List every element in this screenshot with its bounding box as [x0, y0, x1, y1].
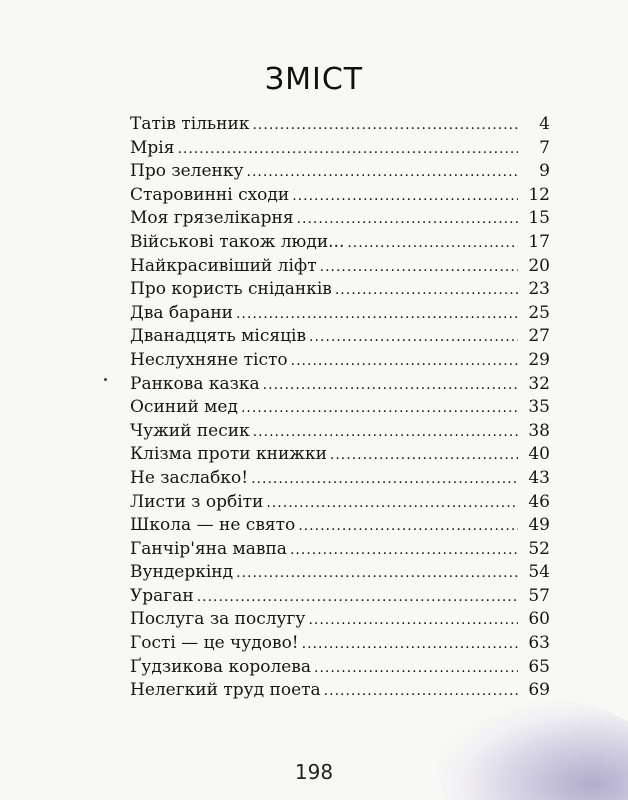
toc-entry-page: 40: [528, 444, 550, 465]
toc-entry[interactable]: [130, 325, 550, 349]
dot-leader: [263, 374, 518, 398]
toc-entry[interactable]: [130, 656, 550, 680]
toc-entry-page: 69: [528, 680, 550, 701]
toc-entry-title: Гості — це чудово!: [130, 633, 299, 654]
toc-entry-title: Ранкова казка: [130, 373, 260, 394]
toc-entry[interactable]: [130, 231, 550, 255]
dot-leader: [197, 586, 518, 610]
dot-leader: [236, 562, 518, 586]
toc-entry-title: Осиний мед: [130, 397, 238, 418]
toc-entry[interactable]: [130, 302, 550, 326]
toc-entry[interactable]: [130, 679, 550, 703]
toc-entry[interactable]: [130, 491, 550, 515]
toc-entry[interactable]: [130, 561, 550, 585]
toc-entry-page: 60: [528, 609, 550, 630]
toc-entry-title: Ганчір'яна мавпа: [130, 538, 287, 559]
dot-leader: [298, 515, 518, 539]
toc-entry[interactable]: [130, 420, 550, 444]
watercolor-stain: [438, 700, 628, 800]
toc-entry-title: Татів тільник: [130, 114, 250, 134]
dot-leader: [314, 657, 518, 681]
toc-entry-title: Чужий песик: [130, 420, 250, 441]
toc-entry-title: Листи з орбіти: [130, 491, 264, 512]
toc-entry-page: 20: [528, 255, 550, 276]
toc-entry[interactable]: [130, 137, 550, 161]
toc-entry[interactable]: [130, 373, 550, 397]
table-of-contents: [130, 113, 550, 703]
toc-entry-title: Два барани: [130, 302, 233, 323]
toc-entry-page: 49: [528, 515, 550, 536]
toc-entry-title: Послуга за послугу: [130, 609, 306, 630]
toc-entry-title: Найкрасивіший ліфт: [130, 255, 317, 276]
toc-entry[interactable]: [130, 349, 550, 373]
toc-entry-title: Вундеркінд: [130, 562, 234, 583]
dot-leader: [330, 444, 518, 468]
toc-entry[interactable]: [130, 278, 550, 302]
toc-entry[interactable]: [130, 160, 550, 184]
toc-entry-page: 57: [528, 585, 550, 606]
toc-entry-page: 35: [528, 397, 550, 418]
dot-leader: [320, 256, 518, 280]
toc-entry-title: Про зеленку: [130, 161, 244, 182]
toc-entry-title: Про користь сніданків: [130, 279, 332, 300]
dot-leader: [236, 303, 518, 327]
toc-entry-page: 43: [528, 467, 550, 488]
dot-leader: [252, 114, 518, 138]
toc-entry[interactable]: [130, 443, 550, 467]
dot-leader: [309, 326, 518, 350]
toc-entry-page: 52: [528, 538, 550, 559]
dot-leader: [335, 279, 518, 303]
toc-entry[interactable]: [130, 608, 550, 632]
toc-entry-page: 23: [528, 279, 550, 300]
toc-entry[interactable]: [130, 184, 550, 208]
dot-leader: [308, 609, 518, 633]
toc-entry-title: Старовинні сходи: [130, 184, 290, 205]
toc-entry-page: 25: [528, 302, 550, 323]
toc-entry-page: 9: [539, 161, 550, 182]
toc-entry-title: Клізма проти книжки: [130, 444, 327, 465]
dot-leader: [297, 208, 518, 232]
toc-entry-title: Ґудзикова королева: [130, 656, 312, 677]
dot-leader: [247, 161, 519, 185]
toc-entry-title: Мрія: [130, 137, 175, 158]
toc-entry-title: Неслухняне тісто: [130, 349, 288, 370]
toc-entry-page: 12: [528, 184, 550, 205]
dot-leader: [266, 492, 518, 516]
toc-entry-page: 4: [539, 114, 550, 134]
toc-entry-page: 65: [528, 656, 550, 677]
toc-entry-page: 15: [528, 208, 550, 229]
toc-entry-page: 32: [528, 373, 550, 394]
toc-entry-page: 46: [528, 491, 550, 512]
toc-entry-title: Моя грязелікарня: [130, 208, 294, 229]
toc-entry[interactable]: [130, 632, 550, 656]
dot-leader: [347, 232, 518, 256]
dot-leader: [251, 468, 518, 492]
toc-entry-title: Ураган: [130, 585, 194, 606]
toc-entry-page: 54: [528, 562, 550, 583]
toc-entry-page: 29: [528, 349, 550, 370]
toc-entry[interactable]: [130, 538, 550, 562]
toc-entry-title: Дванадцять місяців: [130, 326, 307, 347]
toc-entry[interactable]: [130, 514, 550, 538]
dot-leader: [324, 680, 518, 704]
toc-entry-page: 17: [528, 231, 550, 252]
toc-entry-page: 7: [539, 137, 550, 158]
dot-leader: [302, 633, 518, 657]
dot-leader: [253, 421, 518, 445]
dot-leader: [290, 539, 518, 563]
toc-entry-page: 27: [528, 326, 550, 347]
ink-speck: [104, 378, 107, 381]
page-title: ЗМІСТ: [264, 62, 364, 97]
toc-entry-title: Військові також люди...: [130, 231, 345, 252]
dot-leader: [291, 350, 518, 374]
toc-entry-page: 63: [528, 633, 550, 654]
toc-entry[interactable]: [130, 467, 550, 491]
toc-entry[interactable]: [130, 255, 550, 279]
toc-entry[interactable]: [130, 585, 550, 609]
toc-entry[interactable]: [130, 113, 550, 137]
toc-entry[interactable]: [130, 396, 550, 420]
dot-leader: [177, 138, 518, 162]
dot-leader: [241, 397, 518, 421]
page-number: 198: [294, 760, 334, 784]
toc-entry[interactable]: [130, 207, 550, 231]
toc-entry-title: Школа — не свято: [130, 515, 296, 536]
toc-entry-title: Не заслабко!: [130, 467, 249, 488]
toc-entry-title: Нелегкий труд поета: [130, 680, 321, 701]
dot-leader: [292, 185, 518, 209]
toc-entry-page: 38: [528, 420, 550, 441]
